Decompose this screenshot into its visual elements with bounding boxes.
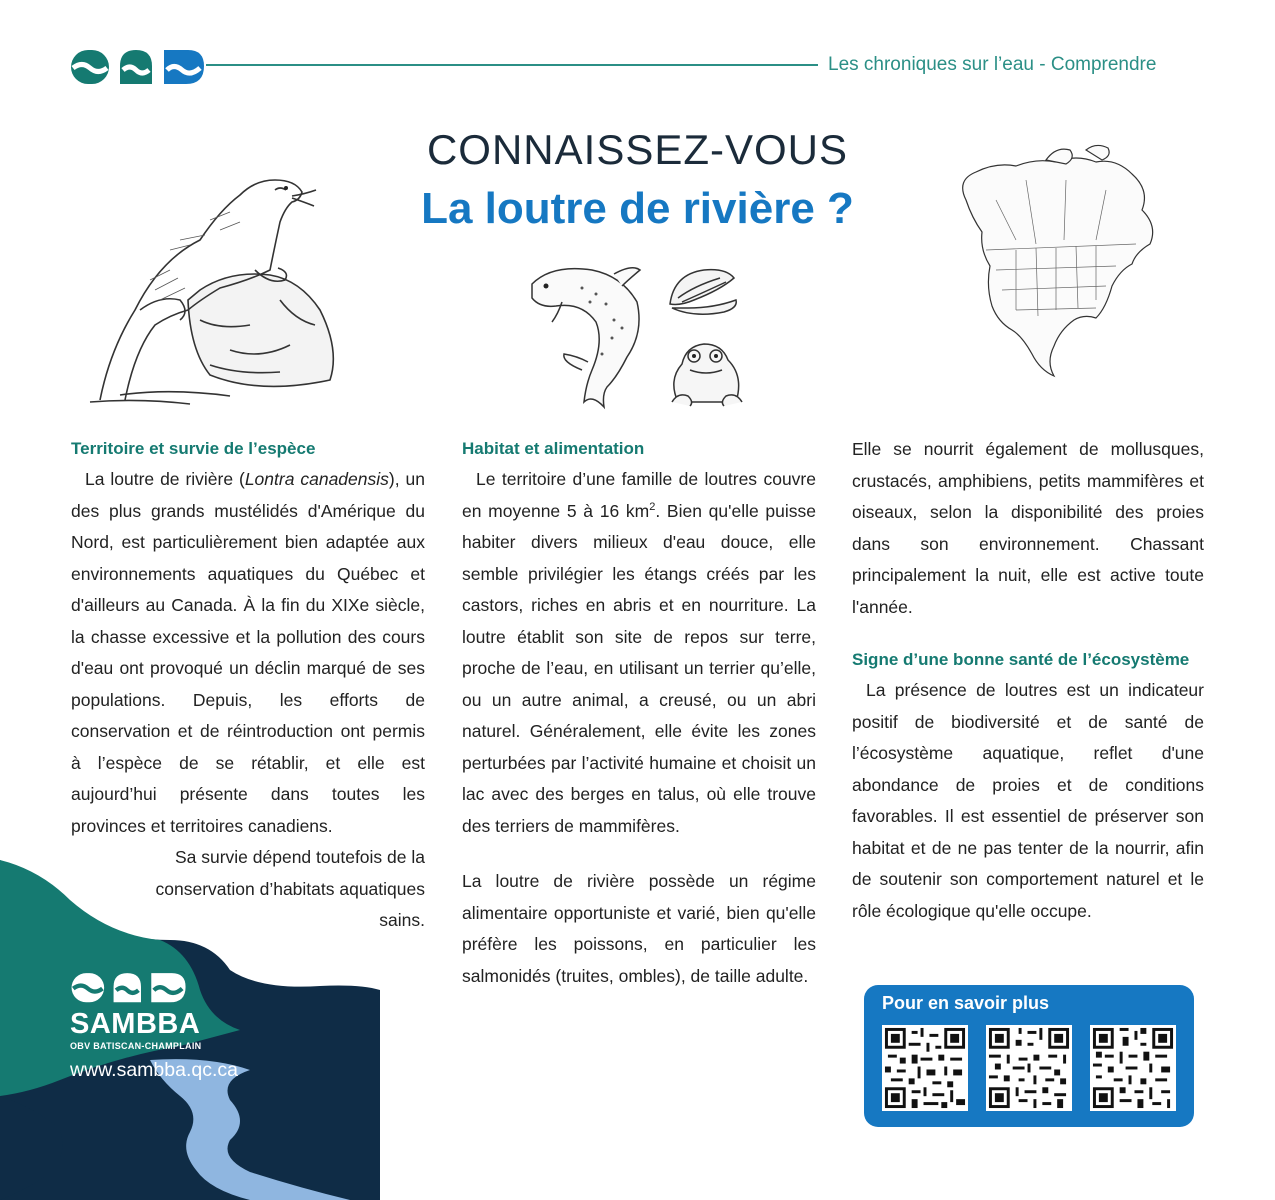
territory-text-end: ), un des plus grands mustélidés d'Amérique du Nord, est particulièrement bien adaptée aux environnements aquatiques du Québec et d'ailleurs au Canada. À la fin du XIXe siècle, la chasse excessive et la pollution des cours d'eau ont provoqué un déclin marqué de ses populations. Depuis, les efforts de conservation et de réintroduction ont permis à l’espèce de se rétablir, et elle est aujourd’hui présente dans toutes les provinces et territoires canadiens.	[71, 469, 425, 836]
qr-code-2-pattern	[986, 1025, 1072, 1111]
area-exponent: 2	[649, 500, 656, 513]
habitat-text-end: . Bien qu'elle puisse habiter divers milieux d'eau douce, elle semble privilégier les étangs créés par les castors, riches en abris et en nourriture. La loutre établit son site de repos sur terre, proche de l’eau, en utilisant un terrier qu’elle, ou un autre animal, a creusé, ou un abri naturel. Généralement, elle évite les zones perturbées par l’activité humaine et choisit un lac avec des berges en talus, où elle trouve des terriers de mammifères.	[462, 500, 816, 836]
habitat-section	[462, 434, 816, 992]
habitat-paragraph	[462, 464, 816, 842]
page-title: La loutre de rivière ?	[421, 184, 854, 233]
ecosystem-heading: Signe d’une bonne santé de l’écosystème	[852, 650, 1190, 669]
brand-subtitle: OBV BATISCAN-CHAMPLAIN	[70, 1041, 202, 1051]
latin-name: Lontra canadensis	[244, 469, 389, 489]
territory-paragraph	[71, 464, 425, 842]
ecosystem-paragraph: La présence de loutres est un indicateur positif de biodiversité et de santé de l’écosystème aquatique, reflet d'une abondance de proies et de conditions favorables. Il est essentiel de préserver son habitat et de ne pas tenter de la nourrir, afin de soutenir son comportement naturel et le rôle écologique qu'elle occupe.	[852, 680, 1204, 921]
territory-heading: Territoire et survie de l’espèce	[71, 439, 316, 458]
mussel-illustration	[664, 264, 742, 320]
habitat-heading: Habitat et alimentation	[462, 439, 645, 458]
header-rule	[206, 64, 818, 66]
qr-code-1[interactable]	[882, 1025, 968, 1111]
brand-name: SAMBBA	[70, 1008, 201, 1040]
trout-illustration	[522, 262, 662, 410]
sambba-logo-white	[70, 968, 188, 1004]
habitat-text-start: Le territoire d’une famille de loutres couvre en moyenne 5 à 16 km	[462, 469, 816, 521]
north-america-map	[936, 140, 1176, 380]
diet-paragraph: La loutre de rivière possède un régime alimentaire opportuniste et varié, bien qu'elle préfère les poissons, en particulier les salmonidés (truites, ombles), de taille adulte.	[462, 871, 816, 986]
qr-code-3-pattern	[1090, 1025, 1176, 1111]
qr-code-1-pattern	[882, 1025, 968, 1111]
survival-paragraph: Sa survie dépend toutefois de la conservation d’habitats aquatiques sains.	[155, 847, 425, 930]
qr-code-2[interactable]	[986, 1025, 1072, 1111]
frog-illustration	[664, 336, 750, 408]
diet-continued-paragraph: Elle se nourrit également de mollusques, crustacés, amphibiens, petits mammifères et oiseaux, selon la disponibilité des proies dans son environnement. Chassant principalement la nuit, elle est active toute l'année.	[852, 439, 1204, 617]
territory-text-start: La loutre de rivière (	[85, 469, 245, 489]
learn-more-title: Pour en savoir plus	[882, 993, 1050, 1013]
sambba-logo	[70, 44, 206, 86]
series-tagline: Les chroniques sur l’eau - Comprendre	[828, 54, 1157, 75]
learn-more-box	[864, 985, 1194, 1127]
title-kicker: CONNAISSEZ-VOUS	[426, 126, 849, 173]
qr-code-3[interactable]	[1090, 1025, 1176, 1111]
otter-illustration	[80, 150, 340, 410]
sambba-brand	[70, 968, 238, 1082]
website-link[interactable]: www.sambba.qc.ca	[70, 1059, 238, 1081]
ecosystem-section	[852, 434, 1204, 927]
